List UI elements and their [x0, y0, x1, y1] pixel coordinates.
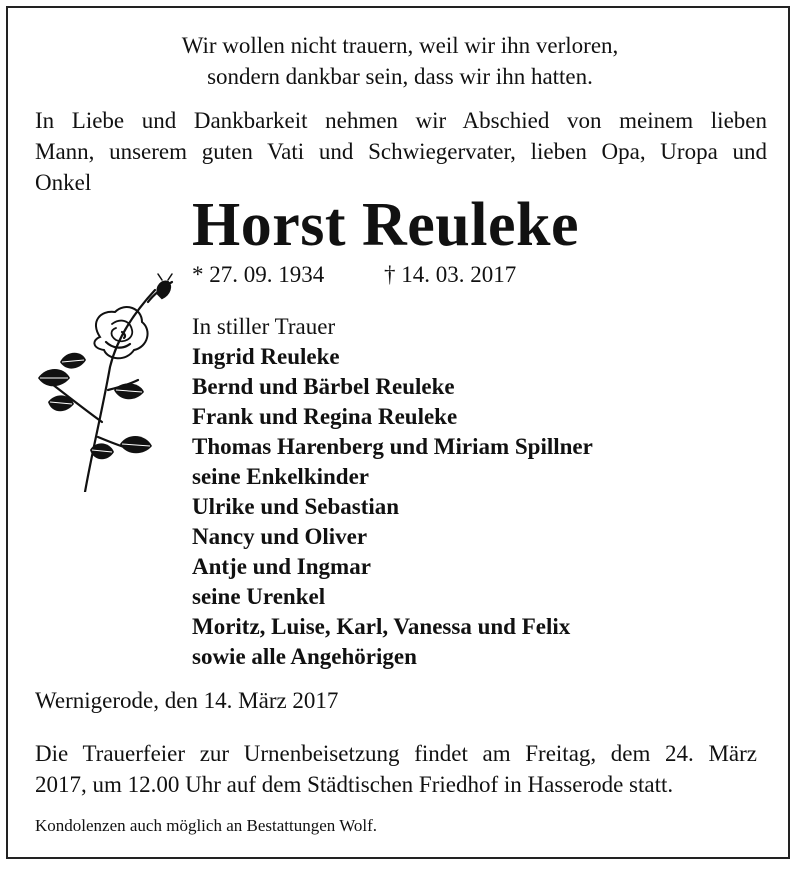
ceremony-text	[35, 738, 757, 800]
mourner-line: Moritz, Luise, Karl, Vanessa und Felix	[192, 614, 571, 639]
deceased-name: Horst Reuleke	[192, 191, 580, 259]
mourner-line: Nancy und Oliver	[192, 524, 368, 549]
intro-text	[35, 105, 767, 198]
mourner-line: Bernd und Bärbel Reuleke	[192, 374, 455, 399]
mourner-line: sowie alle Angehörigen	[192, 644, 417, 669]
ceremony-line-2: 2017, um 12.00 Uhr auf dem Städtischen Friedhof in Hasserode statt.	[35, 772, 674, 797]
mourners-block	[192, 312, 593, 672]
mourner-line: Ulrike und Sebastian	[192, 494, 400, 519]
mourners-heading: In stiller Trauer	[192, 314, 336, 339]
birth-date: * 27. 09. 1934	[192, 262, 325, 287]
intro-line-1: In Liebe und Dankbarkeit nehmen wir Abschied von meinem lieben	[35, 108, 767, 133]
quote-line-2: sondern dankbar sein, dass wir ihn hatten.	[207, 64, 593, 89]
place-date: Wernigerode, den 14. März 2017	[35, 688, 339, 713]
mourner-line: seine Urenkel	[192, 584, 326, 609]
rose-icon	[30, 272, 180, 492]
mourner-line: Frank und Regina Reuleke	[192, 404, 458, 429]
intro-line-3: Onkel	[35, 170, 92, 195]
mourner-line: Thomas Harenberg und Miriam Spillner	[192, 434, 593, 459]
condolence-note: Kondolenzen auch möglich an Bestattungen Wolf.	[35, 816, 378, 835]
quote-line-1: Wir wollen nicht trauern, weil wir ihn verloren,	[181, 33, 619, 58]
mourner-line: seine Enkelkinder	[192, 464, 370, 489]
mourner-line: Ingrid Reuleke	[192, 344, 340, 369]
ceremony-line-1: Die Trauerfeier zur Urnenbeisetzung findet am Freitag, dem 24. März	[35, 741, 757, 766]
death-date: † 14. 03. 2017	[384, 262, 517, 287]
mourner-line: Antje und Ingmar	[192, 554, 371, 579]
intro-line-2: Mann, unserem guten Vati und Schwiegervater, lieben Opa, Uropa und	[35, 139, 767, 164]
